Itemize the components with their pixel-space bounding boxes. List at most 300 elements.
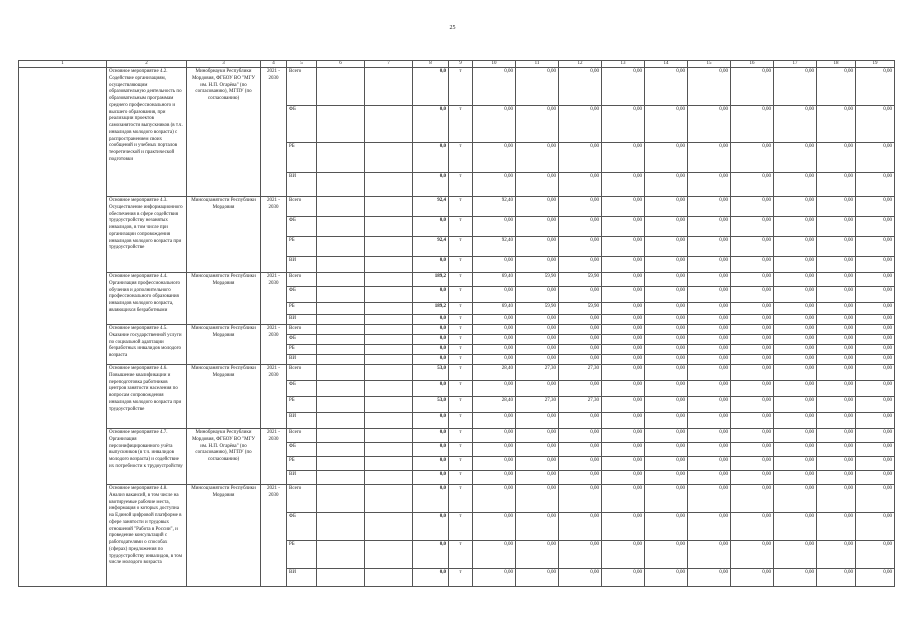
year-value: 0,00 xyxy=(731,237,774,257)
year-value: 0,00 xyxy=(774,397,817,413)
year-value: 0,00 xyxy=(688,335,731,345)
year-value: 0,00 xyxy=(731,381,774,397)
funding-source: РБ xyxy=(287,237,317,257)
year-value: 0,00 xyxy=(817,355,856,365)
unit: т xyxy=(449,397,473,413)
year-value: 27,30 xyxy=(516,365,559,381)
funding-source: ФБ xyxy=(287,106,317,143)
unit: т xyxy=(449,335,473,345)
empty-cell xyxy=(317,457,365,471)
year-value: 0,00 xyxy=(473,381,516,397)
year-value: 0,00 xyxy=(473,173,516,197)
year-value: 0,00 xyxy=(688,315,731,325)
year-value: 0,00 xyxy=(688,257,731,273)
column-number: 9 xyxy=(449,61,473,68)
year-value: 0,00 xyxy=(602,273,645,287)
empty-cell xyxy=(317,257,365,273)
year-value: 0,00 xyxy=(602,143,645,173)
column-number: 13 xyxy=(602,61,645,68)
column-number: 16 xyxy=(731,61,774,68)
year-value: 0,00 xyxy=(688,273,731,287)
column-number: 19 xyxy=(856,61,895,68)
funding-source: Всего xyxy=(287,365,317,381)
year-value: 0,00 xyxy=(856,217,895,237)
year-value: 0,00 xyxy=(559,569,602,587)
empty-cell xyxy=(365,485,413,513)
year-value: 0,00 xyxy=(856,355,895,365)
column-number: 7 xyxy=(365,61,413,68)
year-value: 0,00 xyxy=(688,485,731,513)
year-value: 0,00 xyxy=(688,287,731,303)
year-value: 0,00 xyxy=(645,443,688,457)
total-value: 0,0 xyxy=(413,485,449,513)
year-value: 0,00 xyxy=(645,325,688,335)
year-value: 59,90 xyxy=(516,273,559,287)
year-value: 0,00 xyxy=(602,413,645,429)
total-value: 0,0 xyxy=(413,325,449,335)
year-value: 0,00 xyxy=(559,413,602,429)
year-value: 0,00 xyxy=(645,287,688,303)
empty-cell xyxy=(365,173,413,197)
year-value: 0,00 xyxy=(688,365,731,381)
year-value: 0,00 xyxy=(856,237,895,257)
year-value: 0,00 xyxy=(856,287,895,303)
year-value: 0,00 xyxy=(774,106,817,143)
year-value: 0,00 xyxy=(817,541,856,569)
year-value: 0,00 xyxy=(774,471,817,485)
total-value: 0,0 xyxy=(413,443,449,457)
empty-cell xyxy=(317,325,365,335)
year-value: 0,00 xyxy=(559,315,602,325)
empty-cell xyxy=(365,325,413,335)
unit: т xyxy=(449,237,473,257)
year-value: 0,00 xyxy=(688,457,731,471)
year-value: 0,00 xyxy=(602,325,645,335)
year-value: 0,00 xyxy=(731,413,774,429)
empty-cell xyxy=(317,485,365,513)
year-value: 0,00 xyxy=(817,303,856,315)
year-value: 0,00 xyxy=(473,541,516,569)
year-value: 0,00 xyxy=(473,471,516,485)
year-value: 0,00 xyxy=(731,287,774,303)
year-value: 0,00 xyxy=(688,443,731,457)
empty-cell xyxy=(317,365,365,381)
unit: т xyxy=(449,355,473,365)
year-value: 0,00 xyxy=(817,457,856,471)
funding-source: РБ xyxy=(287,303,317,315)
unit: т xyxy=(449,143,473,173)
period: 2021 - 2030 xyxy=(261,485,287,587)
year-value: 0,00 xyxy=(731,365,774,381)
empty-cell xyxy=(317,471,365,485)
column-number: 15 xyxy=(688,61,731,68)
year-value: 0,00 xyxy=(559,287,602,303)
column-number: 18 xyxy=(817,61,856,68)
empty-cell xyxy=(317,237,365,257)
empty-cell xyxy=(365,381,413,397)
year-value: 0,00 xyxy=(688,197,731,217)
year-value: 0,00 xyxy=(817,106,856,143)
year-value: 0,00 xyxy=(856,197,895,217)
year-value: 92,40 xyxy=(473,197,516,217)
unit: т xyxy=(449,381,473,397)
period: 2021 - 2030 xyxy=(261,365,287,429)
unit: т xyxy=(449,569,473,587)
year-value: 0,00 xyxy=(774,443,817,457)
year-value: 0,00 xyxy=(817,335,856,345)
funding-source: Всего xyxy=(287,197,317,217)
column-number: 12 xyxy=(559,61,602,68)
column-1-cell xyxy=(19,68,107,587)
year-value: 0,00 xyxy=(516,345,559,355)
year-value: 0,00 xyxy=(516,335,559,345)
activity-name: Основное мероприятие 4.2. Содействие организациям, осуществляющим образовательную деятельность по образовательным программам среднего профессионального и высшего образования, при реализации проектов самозанятости выпускников (в т.ч. инвалидов молодого возраста) с распространением своих сообщений и учебных порталов теоретической и практической подготовки xyxy=(107,68,187,197)
empty-cell xyxy=(317,273,365,287)
year-value: 0,00 xyxy=(473,315,516,325)
year-value: 0,00 xyxy=(731,429,774,443)
year-value: 0,00 xyxy=(602,513,645,541)
empty-cell xyxy=(365,355,413,365)
year-value: 59,90 xyxy=(559,273,602,287)
empty-cell xyxy=(365,397,413,413)
year-value: 0,00 xyxy=(774,68,817,106)
funding-source: РБ xyxy=(287,143,317,173)
year-value: 0,00 xyxy=(774,257,817,273)
year-value: 0,00 xyxy=(602,365,645,381)
year-value: 0,00 xyxy=(473,257,516,273)
unit: т xyxy=(449,325,473,335)
activity-name: Основное мероприятие 4.3. Осуществление информационного обеспечения в сфере содействия трудоустройству незанятых инвалидов, в том числе при организации сопровождения инвалидов молодого возраста при трудоустройстве xyxy=(107,197,187,273)
table-row xyxy=(19,429,895,443)
year-value: 0,00 xyxy=(817,217,856,237)
executor: Минсоцзанятости Республики Мордовия xyxy=(187,365,261,429)
funding-source: ФБ xyxy=(287,287,317,303)
year-value: 0,00 xyxy=(856,429,895,443)
column-number: 5 xyxy=(287,61,317,68)
year-value: 0,00 xyxy=(645,173,688,197)
year-value: 0,00 xyxy=(473,143,516,173)
year-value: 0,00 xyxy=(856,381,895,397)
year-value: 0,00 xyxy=(473,345,516,355)
empty-cell xyxy=(365,569,413,587)
year-value: 0,00 xyxy=(473,106,516,143)
year-value: 0,00 xyxy=(516,217,559,237)
year-value: 0,00 xyxy=(856,303,895,315)
year-value: 0,00 xyxy=(516,106,559,143)
empty-cell xyxy=(317,303,365,315)
year-value: 0,00 xyxy=(516,197,559,217)
year-value: 0,00 xyxy=(731,485,774,513)
year-value: 0,00 xyxy=(731,541,774,569)
funding-source: Всего xyxy=(287,485,317,513)
funding-source: Всего xyxy=(287,68,317,106)
column-number: 17 xyxy=(774,61,817,68)
year-value: 0,00 xyxy=(731,335,774,345)
activity-name: Основное мероприятие 4.7. Организация персонифицированного учёта выпускников (в т.ч. инвалидов молодого возраста) и содействие их потребности к трудоустройству xyxy=(107,429,187,485)
year-value: 0,00 xyxy=(645,303,688,315)
year-value: 59,90 xyxy=(559,303,602,315)
column-number: 6 xyxy=(317,61,365,68)
year-value: 0,00 xyxy=(645,315,688,325)
year-value: 0,00 xyxy=(774,541,817,569)
year-value: 0,00 xyxy=(688,303,731,315)
year-value: 0,00 xyxy=(774,413,817,429)
activity-name: Основное мероприятие 4.6. Повышение квалификации и переподготовка работников центров занятости населения по вопросам сопровождения инвалидов молодого возраста при трудоустройстве xyxy=(107,365,187,429)
total-value: 0,0 xyxy=(413,569,449,587)
year-value: 0,00 xyxy=(731,471,774,485)
year-value: 0,00 xyxy=(856,273,895,287)
year-value: 0,00 xyxy=(856,513,895,541)
year-value: 0,00 xyxy=(856,365,895,381)
year-value: 0,00 xyxy=(645,143,688,173)
year-value: 0,00 xyxy=(688,237,731,257)
year-value: 0,00 xyxy=(817,429,856,443)
total-value: 189,2 xyxy=(413,303,449,315)
column-number-row xyxy=(19,61,895,68)
empty-cell xyxy=(365,303,413,315)
empty-cell xyxy=(365,197,413,217)
empty-cell xyxy=(317,429,365,443)
year-value: 0,00 xyxy=(602,197,645,217)
empty-cell xyxy=(365,429,413,443)
year-value: 0,00 xyxy=(645,429,688,443)
year-value: 0,00 xyxy=(473,443,516,457)
year-value: 0,00 xyxy=(731,345,774,355)
executor: Минобрнауки Республики Мордовия, ФГБОУ ВО "МГУ им. Н.П. Огарёва" (по согласованию), МГПУ (по согласованию) xyxy=(187,68,261,197)
year-value: 0,00 xyxy=(856,413,895,429)
year-value: 0,00 xyxy=(817,315,856,325)
year-value: 0,00 xyxy=(856,485,895,513)
year-value: 0,00 xyxy=(731,143,774,173)
funding-source: ВИ xyxy=(287,315,317,325)
empty-cell xyxy=(365,237,413,257)
year-value: 0,00 xyxy=(817,513,856,541)
total-value: 53,0 xyxy=(413,365,449,381)
year-value: 0,00 xyxy=(602,443,645,457)
year-value: 92,40 xyxy=(473,237,516,257)
activity-name: Основное мероприятие 4.4. Организация профессионального обучения и дополнительного профессионального образования инвалидов молодого возраста, являющихся безработными xyxy=(107,273,187,325)
year-value: 27,30 xyxy=(559,365,602,381)
total-value: 0,0 xyxy=(413,355,449,365)
empty-cell xyxy=(317,143,365,173)
year-value: 0,00 xyxy=(817,325,856,335)
year-value: 0,00 xyxy=(602,397,645,413)
year-value: 0,00 xyxy=(516,143,559,173)
year-value: 0,00 xyxy=(774,237,817,257)
year-value: 0,00 xyxy=(856,471,895,485)
year-value: 0,00 xyxy=(688,413,731,429)
year-value: 0,00 xyxy=(473,287,516,303)
year-value: 0,00 xyxy=(602,485,645,513)
year-value: 0,00 xyxy=(516,541,559,569)
table-row xyxy=(19,273,895,287)
program-funding-table xyxy=(18,60,895,587)
year-value: 0,00 xyxy=(817,68,856,106)
year-value: 0,00 xyxy=(774,381,817,397)
year-value: 0,00 xyxy=(856,397,895,413)
year-value: 0,00 xyxy=(645,355,688,365)
year-value: 0,00 xyxy=(473,569,516,587)
empty-cell xyxy=(365,257,413,273)
activity-name: Основное мероприятие 4.5. Оказание государственной услуги по социальной адаптации безработных инвалидов молодого возраста xyxy=(107,325,187,365)
unit: т xyxy=(449,345,473,355)
year-value: 0,00 xyxy=(645,237,688,257)
year-value: 27,30 xyxy=(516,397,559,413)
year-value: 0,00 xyxy=(731,197,774,217)
empty-cell xyxy=(317,173,365,197)
unit: т xyxy=(449,429,473,443)
period: 2021 - 2030 xyxy=(261,68,287,197)
funding-source: ВИ xyxy=(287,173,317,197)
unit: т xyxy=(449,287,473,303)
table-row xyxy=(19,325,895,335)
total-value: 0,0 xyxy=(413,68,449,106)
total-value: 0,0 xyxy=(413,257,449,273)
year-value: 0,00 xyxy=(856,335,895,345)
empty-cell xyxy=(317,355,365,365)
empty-cell xyxy=(317,569,365,587)
year-value: 0,00 xyxy=(645,197,688,217)
year-value: 59,90 xyxy=(516,303,559,315)
year-value: 27,30 xyxy=(559,397,602,413)
year-value: 0,00 xyxy=(602,457,645,471)
empty-cell xyxy=(365,68,413,106)
year-value: 0,00 xyxy=(817,471,856,485)
funding-source: ФБ xyxy=(287,335,317,345)
empty-cell xyxy=(365,443,413,457)
year-value: 0,00 xyxy=(688,513,731,541)
empty-cell xyxy=(365,217,413,237)
year-value: 0,00 xyxy=(602,429,645,443)
unit: т xyxy=(449,365,473,381)
year-value: 0,00 xyxy=(731,569,774,587)
year-value: 0,00 xyxy=(856,541,895,569)
total-value: 0,0 xyxy=(413,413,449,429)
year-value: 0,00 xyxy=(559,173,602,197)
total-value: 0,0 xyxy=(413,345,449,355)
empty-cell xyxy=(317,315,365,325)
year-value: 0,00 xyxy=(856,106,895,143)
year-value: 0,00 xyxy=(817,413,856,429)
empty-cell xyxy=(365,365,413,381)
column-number: 10 xyxy=(473,61,516,68)
year-value: 0,00 xyxy=(559,325,602,335)
year-value: 0,00 xyxy=(559,106,602,143)
unit: т xyxy=(449,413,473,429)
unit: т xyxy=(449,443,473,457)
year-value: 0,00 xyxy=(559,237,602,257)
year-value: 0,00 xyxy=(645,217,688,237)
executor: Минсоцзанятости Республики Мордовия xyxy=(187,197,261,273)
year-value: 0,00 xyxy=(774,143,817,173)
total-value: 0,0 xyxy=(413,143,449,173)
year-value: 0,00 xyxy=(559,513,602,541)
year-value: 0,00 xyxy=(688,106,731,143)
year-value: 0,00 xyxy=(516,68,559,106)
unit: т xyxy=(449,273,473,287)
funding-source: ВИ xyxy=(287,355,317,365)
year-value: 0,00 xyxy=(817,143,856,173)
year-value: 0,00 xyxy=(473,485,516,513)
funding-source: РБ xyxy=(287,397,317,413)
total-value: 0,0 xyxy=(413,429,449,443)
table-row xyxy=(19,365,895,381)
column-number: 3 xyxy=(187,61,261,68)
year-value: 0,00 xyxy=(516,413,559,429)
total-value: 0,0 xyxy=(413,541,449,569)
year-value: 0,00 xyxy=(731,397,774,413)
empty-cell xyxy=(365,345,413,355)
year-value: 0,00 xyxy=(559,429,602,443)
activity-name: Основное мероприятие 4.8. Анализ вакансий, в том числе на квотируемые рабочие места, информация о которых доступна на Единой цифровой платформе в сфере занятости и трудовых отношений "Работа в России", и проведение консультаций с работодателями о способах (сферах) предложения по трудоустройству инвалидов, в том числе молодого возраста xyxy=(107,485,187,587)
year-value: 0,00 xyxy=(645,541,688,569)
year-value: 0,00 xyxy=(817,381,856,397)
year-value: 0,00 xyxy=(645,106,688,143)
column-number: 8 xyxy=(413,61,449,68)
year-value: 0,00 xyxy=(856,257,895,273)
unit: т xyxy=(449,485,473,513)
unit: т xyxy=(449,303,473,315)
funding-source: ФБ xyxy=(287,381,317,397)
year-value: 0,00 xyxy=(516,287,559,303)
total-value: 92,4 xyxy=(413,237,449,257)
year-value: 0,00 xyxy=(602,237,645,257)
year-value: 0,00 xyxy=(774,355,817,365)
year-value: 0,00 xyxy=(856,68,895,106)
empty-cell xyxy=(317,397,365,413)
year-value: 0,00 xyxy=(645,397,688,413)
year-value: 0,00 xyxy=(516,257,559,273)
funding-source: Всего xyxy=(287,273,317,287)
empty-cell xyxy=(365,471,413,485)
period: 2021 - 2030 xyxy=(261,197,287,273)
unit: т xyxy=(449,197,473,217)
column-number: 4 xyxy=(261,61,287,68)
year-value: 0,00 xyxy=(817,273,856,287)
column-number: 14 xyxy=(645,61,688,68)
year-value: 0,00 xyxy=(559,485,602,513)
empty-cell xyxy=(317,443,365,457)
year-value: 0,00 xyxy=(602,471,645,485)
total-value: 53,0 xyxy=(413,397,449,413)
year-value: 0,00 xyxy=(559,381,602,397)
year-value: 0,00 xyxy=(559,68,602,106)
year-value: 0,00 xyxy=(602,173,645,197)
funding-source: Всего xyxy=(287,325,317,335)
unit: т xyxy=(449,68,473,106)
total-value: 0,0 xyxy=(413,381,449,397)
year-value: 0,00 xyxy=(559,471,602,485)
unit: т xyxy=(449,173,473,197)
year-value: 0,00 xyxy=(688,325,731,335)
year-value: 0,00 xyxy=(774,569,817,587)
column-number: 11 xyxy=(516,61,559,68)
year-value: 0,00 xyxy=(559,345,602,355)
empty-cell xyxy=(317,106,365,143)
unit: т xyxy=(449,257,473,273)
executor: Минсоцзанятости Республики Мордовия xyxy=(187,273,261,325)
year-value: 0,00 xyxy=(645,485,688,513)
year-value: 0,00 xyxy=(774,315,817,325)
year-value: 0,00 xyxy=(688,541,731,569)
year-value: 0,00 xyxy=(856,173,895,197)
year-value: 0,00 xyxy=(645,68,688,106)
year-value: 0,00 xyxy=(774,345,817,355)
unit: т xyxy=(449,471,473,485)
total-value: 0,0 xyxy=(413,315,449,325)
unit: т xyxy=(449,315,473,325)
year-value: 0,00 xyxy=(473,68,516,106)
